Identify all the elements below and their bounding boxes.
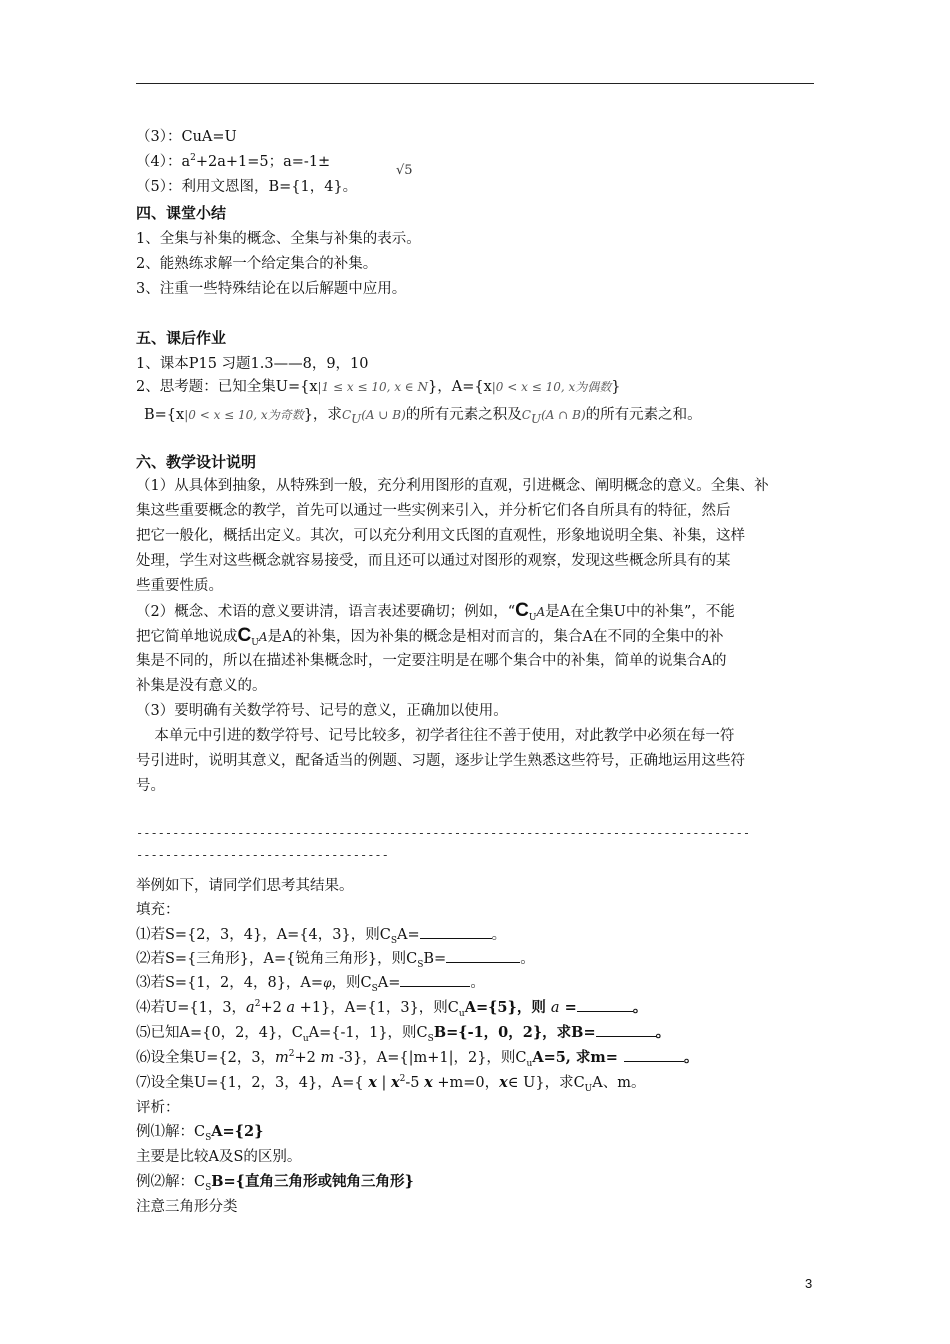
exercise-6: ⑹设全集U={2，3，$m^2+2$ m -3}，A={|m+1|，2}，则$C_uA=5$, 求m= 。 — [136, 1049, 699, 1069]
solution-1-note: 主要是比较A及S的区别。 — [136, 1149, 302, 1165]
fill-in-label: 填充： — [136, 902, 180, 918]
design-para-1-line-5: 些重要性质。 — [136, 578, 223, 594]
section-heading-design-notes: 六、教学设计说明 — [136, 453, 257, 471]
header-rule — [136, 83, 814, 84]
design-para-2: （2）概念、术语的意义要讲清，语言表述要确切；例如，“$C_UA$是A在全集U中的补集”，不能 — [136, 600, 735, 623]
solution-1: 例⑴解：$C_SA=\{2\}$ — [136, 1123, 264, 1143]
design-para-4: 本单元中引进的数学符号、记号比较多，初学者往往不善于使用，对此教学中必须在每一符 — [136, 728, 735, 744]
section-heading-homework: 五、课后作业 — [136, 329, 227, 347]
answer-4: （4）：$a^2+2a+1=5$；a=-1± — [136, 153, 331, 170]
design-para-1-line-3: 把它一般化，概括出定义。其次，可以充分利用文氏图的直观性，形象地说明全集、补集，这样 — [136, 528, 745, 544]
page-number: 3 — [805, 1276, 813, 1291]
examples-intro: 举例如下，请同学们思考其结果。 — [136, 878, 354, 894]
solution-2: 例⑵解：$C_SB=${直角三角形或钝角三角形} — [136, 1173, 414, 1193]
summary-item-1: 1、全集与补集的概念、全集与补集的表示。 — [136, 231, 421, 247]
homework-item-1: 1、课本P15 习题1.3——8，9，10 — [136, 356, 369, 372]
solution-2-note: 注意三角形分类 — [136, 1199, 238, 1215]
exercise-7: ⑺设全集U={1，2，3，4}，A={ x | $x^2-5$ x +m=0，x∈ U}，求$C_UA$、m。 — [136, 1074, 646, 1094]
dashed-separator-2: ----------------------------------- — [136, 848, 389, 862]
design-para-2-line-2: 把它简单地说成$C_UA$是A的补集，因为补集的概念是相对而言的，集合A在不同的全集中的补 — [136, 625, 724, 648]
summary-item-3: 3、注重一些特殊结论在以后解题中应用。 — [136, 281, 407, 297]
design-para-3: （3）要明确有关数学符号、记号的意义，正确加以使用。 — [136, 703, 508, 719]
design-para-1: （1）从具体到抽象，从特殊到一般，充分利用图形的直观，引进概念、阐明概念的意义。全集、补 — [136, 478, 769, 494]
dashed-separator: ------------------------------------------------------------------------------------- — [136, 826, 751, 840]
exercise-1: ⑴若S={2，3，4}，A={4，3}，则$C_SA=$ 。 — [136, 927, 507, 946]
design-para-2-line-4: 补集是没有意义的。 — [136, 678, 267, 694]
summary-item-2: 2、能熟练求解一个给定集合的补集。 — [136, 256, 378, 272]
design-para-4-line-2: 号引进时，说明其意义，配备适当的例题、习题，逐步让学生熟悉这些符号，正确地运用这些符 — [136, 753, 745, 769]
section-heading-summary: 四、课堂小结 — [136, 204, 227, 222]
design-para-4-line-3: 号。 — [136, 778, 165, 794]
exercise-3: ⑶若S={1，2，4，8}，A=φ，则$C_SA=$ 。 — [136, 975, 485, 994]
answer-5: （5）：利用文恩图，B={1，4}。 — [136, 179, 358, 195]
exercise-5: ⑸已知A={0，2，4}，$C_uA=\{-1$，1}，则$C_SB=\{-1$，0，2}，求B= 。 — [136, 1024, 671, 1044]
analysis-label: 评析： — [136, 1100, 180, 1116]
homework-item-2-cont: B={x|0 < x ≤ 10, x为奇数}，求$C_U(A$ ∪ B)的所有元素之积及$C_U(A$ ∩ B)的所有元素之和。 — [144, 407, 702, 426]
design-para-1-line-4: 处理，学生对这些概念就容易接受，而且还可以通过对图形的观察，发现这些概念所具有的某 — [136, 553, 731, 569]
answer-3: （3）：CuA=U — [136, 129, 237, 145]
design-para-2-line-3: 集是不同的，所以在描述补集概念时，一定要注明是在哪个集合中的补集，简单的说集合A的 — [136, 653, 727, 669]
design-para-1-line-2: 集这些重要概念的教学，首先可以通过一些实例来引入，并分析它们各自所具有的特征，然后 — [136, 503, 731, 519]
exercise-2: ⑵若S={三角形}，A={锐角三角形}，则$C_SB=$ 。 — [136, 951, 535, 970]
sqrt-five: √5 — [396, 163, 413, 178]
exercise-4: ⑷若U={1，3，$a^2+2$ a +1}，A={1，3}，则$C_uA=\{5\}$，则 a = 。 — [136, 999, 648, 1019]
homework-item-2: 2、思考题：已知全集U={x|1 ≤ x ≤ 10, x ∈ N}，A={x|0 < x ≤ 10, x为偶数} — [136, 379, 621, 395]
